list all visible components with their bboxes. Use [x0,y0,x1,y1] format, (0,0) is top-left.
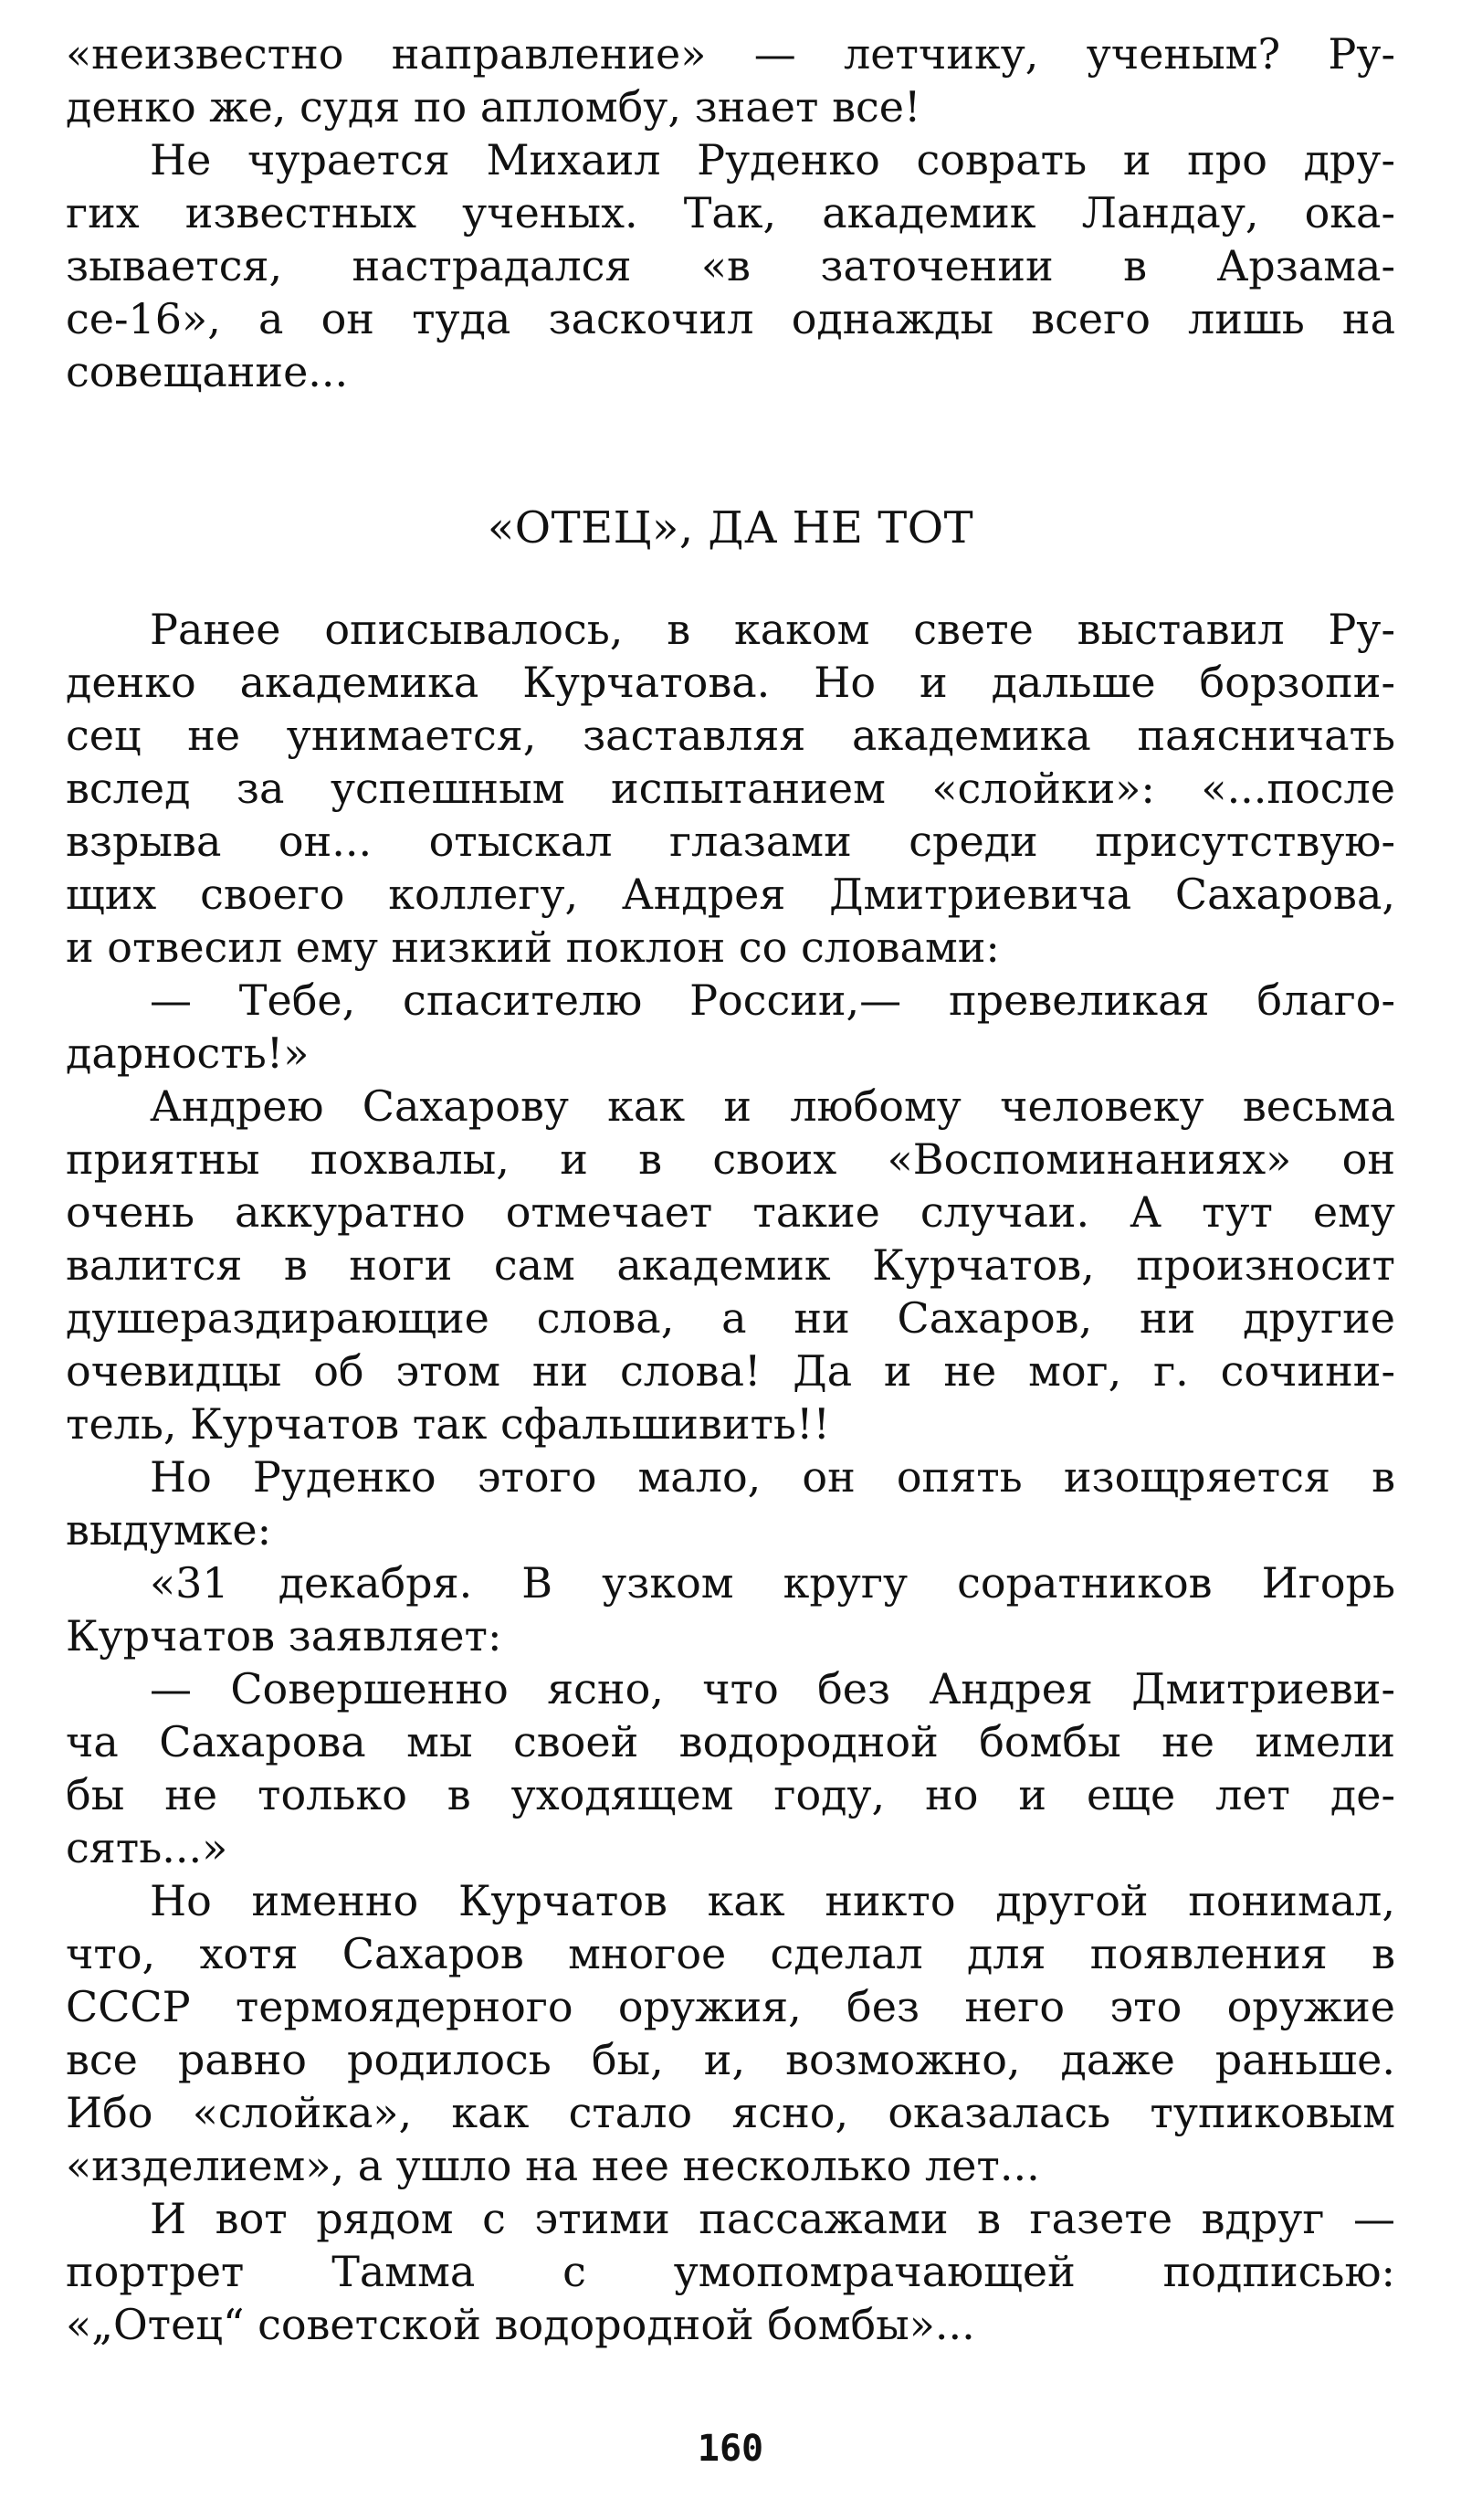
text-line: очевидцы об этом ни слова! Да и не мог, г. сочини- [66,1346,1395,1396]
text-line: вслед за успешным испытанием «слойки»: «...после [66,764,1395,813]
text-line: «неизвестно направление» — летчику, ученым? Ру- [66,29,1395,79]
section-heading: «ОТЕЦ», ДА НЕ ТОТ [487,502,974,554]
text-line: денко же, судя по апломбу, знает все! [66,82,921,132]
text-line: «изделием», а ушло на нее несколько лет... [66,2141,1040,2190]
book-page [66,27,1395,2351]
text-line: се-16», а он туда заскочил однажды всего лишь на [66,294,1395,343]
text-line: — Тебе, спасителю России,— превеликая благо- [150,975,1395,1025]
paragraph [66,1080,1395,1450]
text-line: и отвесил ему низкий поклон со словами: [66,923,1000,972]
text-line: И вот рядом с этими пассажами в газете вдруг — [150,2194,1395,2243]
text-line: валится в ноги сам академик Курчатов, произносит [66,1240,1395,1290]
page-number: 160 [697,2428,764,2470]
text-line: гих известных ученых. Так, академик Ландау, ока- [66,188,1395,237]
text-line: все равно родилось бы, и, возможно, даже раньше. [66,2035,1395,2084]
paragraph [66,1662,1395,1874]
paragraph [66,133,1395,398]
text-line: ча Сахарова мы своей водородной бомбы не имели [66,1717,1395,1766]
text-line: Но Руденко этого мало, он опять изощряется в [150,1452,1395,1502]
text-line: душераздирающие слова, а ни Сахаров, ни другие [66,1293,1395,1343]
text-line: что, хотя Сахаров многое сделал для появления в [66,1929,1395,1978]
text-line: Ранее описывалось, в каком свете выставил Ру- [150,605,1395,654]
paragraph [66,1874,1395,2192]
text-line: бы не только в уходящем году, но и еще лет де- [66,1770,1395,1819]
text-line: «31 декабря. В узком кругу соратников Игорь [150,1558,1395,1608]
text-line: взрыва он... отыскал глазами среди присутствую- [66,817,1395,866]
text-line: Ибо «слойка», как стало ясно, оказалась тупиковым [66,2088,1395,2137]
text-line: «„Отец“ советской водородной бомбы»... [66,2300,975,2349]
paragraph [66,2192,1395,2351]
text-line: очень аккуратно отмечает такие случаи. А тут ему [66,1187,1395,1237]
text-line: Курчатов заявляет: [66,1611,502,1661]
text-line: Андрею Сахарову как и любому человеку весьма [150,1081,1395,1131]
text-line: Но именно Курчатов как никто другой понимал, [150,1876,1395,1925]
paragraph [66,1450,1395,1556]
paragraph [66,974,1395,1080]
paragraph [66,1556,1395,1662]
text-line: портрет Тамма с умопомрачающей подписью: [66,2247,1395,2296]
text-line: приятны похвалы, и в своих «Воспоминаниях» он [66,1134,1395,1184]
text-line: щих своего коллегу, Андрея Дмитриевича Сахарова, [66,870,1395,919]
text-line: Не чурается Михаил Руденко соврать и про дру- [150,135,1395,185]
paragraph [66,603,1395,974]
text-line: денко академика Курчатова. Но и дальше борзопи- [66,658,1395,707]
paragraph [66,27,1395,133]
text-line: сять...» [66,1823,228,1872]
text-line: СССР термоядерного оружия, без него это оружие [66,1982,1395,2031]
text-line: тель, Курчатов так сфальшивить!! [66,1399,830,1449]
text-line: выдумке: [66,1505,272,1555]
text-line: дарность!» [66,1028,310,1078]
text-line: зывается, настрадался «в заточении в Арзама- [66,241,1395,290]
text-line: — Совершенно ясно, что без Андрея Дмитриеви- [150,1664,1395,1713]
text-line: сец не унимается, заставляя академика паясничать [66,711,1395,760]
text-line: совещание... [66,347,349,396]
